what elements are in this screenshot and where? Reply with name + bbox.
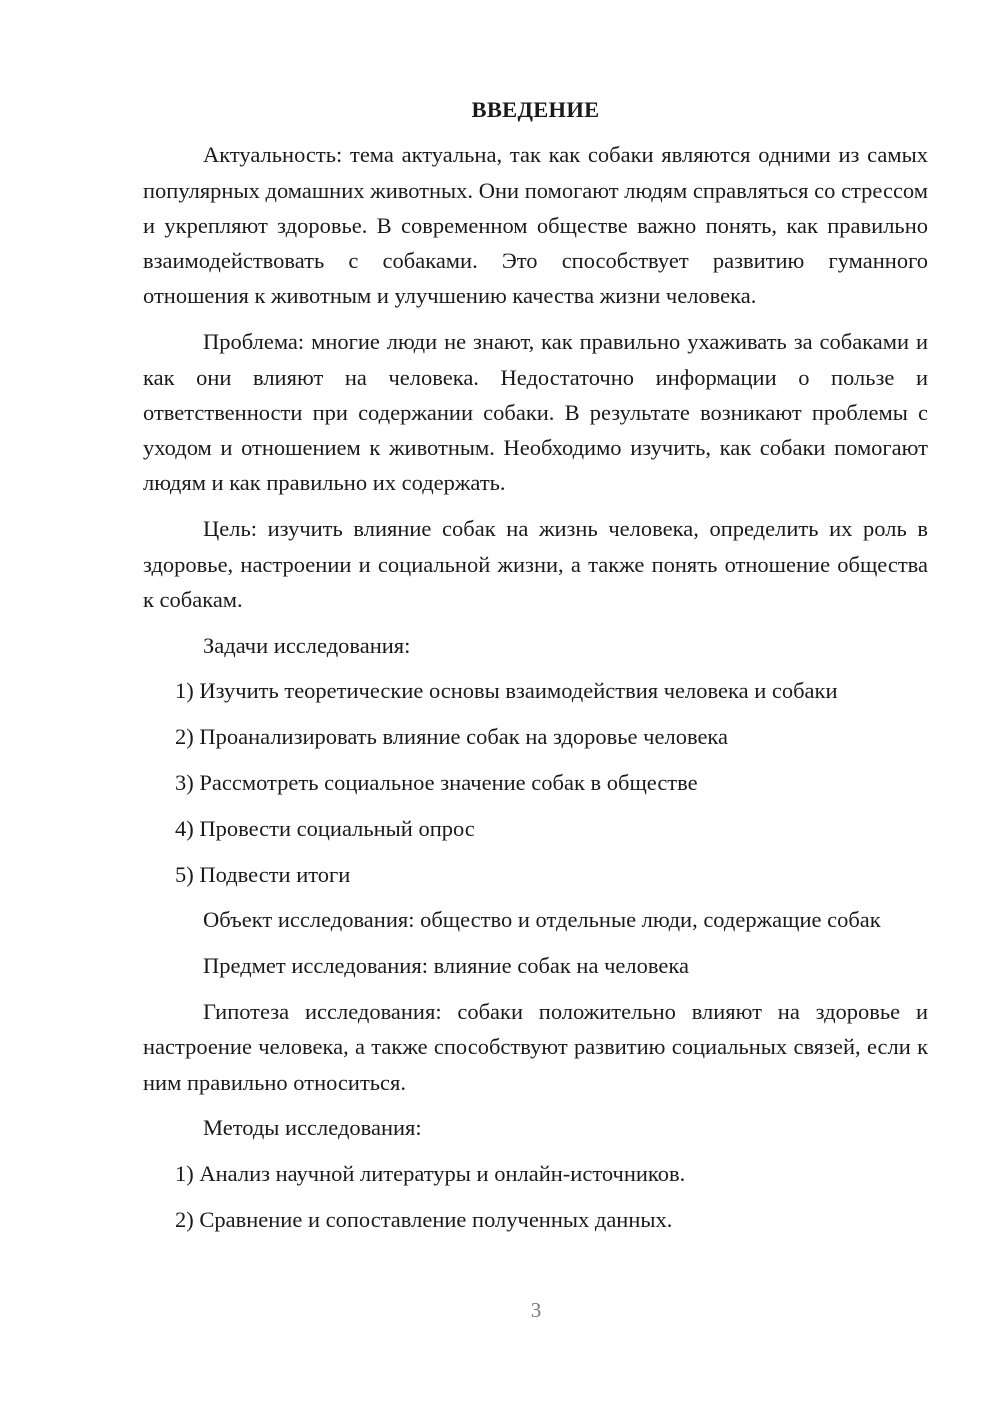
- page-number: 3: [530, 1298, 542, 1322]
- goal-paragraph: Цель: изучить влияние собак на жизнь человека, определить их роль в здоровье, настроении и социальной жизни, а также понять отношение общества к собакам.: [143, 516, 928, 612]
- problem-paragraph: Проблема: многие люди не знают, как правильно ухаживать за собаками и как они влияют на человека. Недостаточно информации о пользе и ответственности при содержании собаки. В результате возникают проблемы с уходом и отношением к животным. Необходимо изучить, как собаки помогают людям и как правильно их содержать.: [143, 329, 928, 496]
- object-paragraph: Объект исследования: общество и отдельные люди, содержащие собак: [203, 907, 881, 933]
- tasks-list: [143, 673, 928, 891]
- task-item: 5) Подвести итоги: [175, 861, 351, 887]
- page-body: [143, 92, 928, 1248]
- subject-paragraph: Предмет исследования: влияние собак на человека: [203, 953, 689, 979]
- methods-list: [143, 1156, 928, 1237]
- task-item: 2) Проанализировать влияние собак на здоровье человека: [175, 724, 729, 750]
- relevance-paragraph: Актуальность: тема актуальна, так как собаки являются одними из самых популярных домашних животных. Они помогают людям справляться со стрессом и укрепляют здоровье. В современном обществе важно понять, как правильно взаимодействовать с собаками. Это способствует развитию гуманного отношения к животным и улучшению качества жизни человека.: [143, 142, 928, 309]
- methods-title: Методы исследования:: [203, 1115, 422, 1141]
- section-heading: ВВЕДЕНИЕ: [471, 97, 600, 122]
- task-item: 3) Рассмотреть социальное значение собак в обществе: [175, 770, 698, 796]
- task-item: 1) Изучить теоретические основы взаимодействия человека и собаки: [175, 678, 838, 704]
- hypothesis-paragraph: Гипотеза исследования: собаки положительно влияют на здоровье и настроение человека, а также способствуют развитию социальных связей, если к ним правильно относиться.: [143, 999, 928, 1095]
- tasks-title: Задачи исследования:: [203, 632, 411, 658]
- task-item: 4) Провести социальный опрос: [175, 815, 475, 841]
- method-item: 1) Анализ научной литературы и онлайн-источников.: [175, 1161, 686, 1187]
- method-item: 2) Сравнение и сопоставление полученных данных.: [175, 1207, 673, 1233]
